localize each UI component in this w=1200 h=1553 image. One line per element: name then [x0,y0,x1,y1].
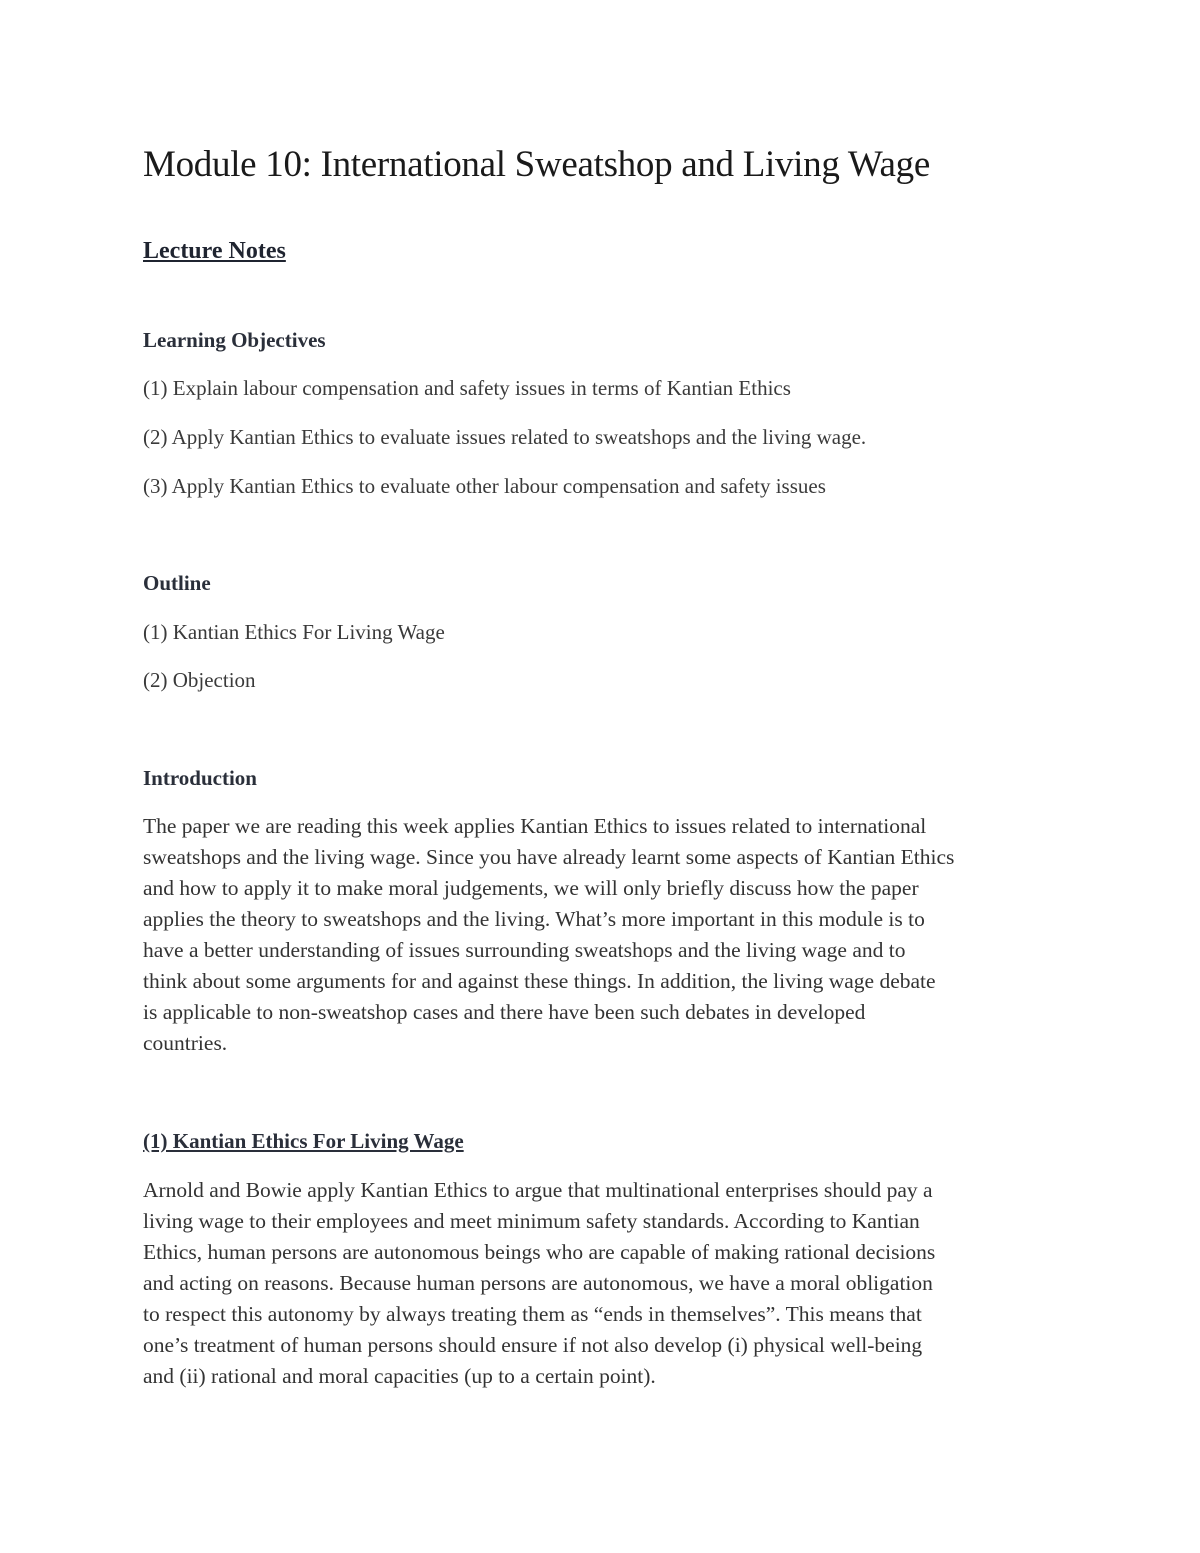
paragraph-line: The paper we are reading this week applies Kantian Ethics to issues related to international [143,814,927,838]
objective-item: (1) Explain labour compensation and safety issues in terms of Kantian Ethics [143,376,791,400]
paragraph-line: and how to apply it to make moral judgements, we will only briefly discuss how the paper [143,876,919,900]
outline-heading: Outline [143,571,211,595]
outline-item: (2) Objection [143,668,256,692]
paragraph-line: living wage to their employees and meet minimum safety standards. According to Kantian [143,1209,920,1233]
paragraph-line: have a better understanding of issues surrounding sweatshops and the living wage and to [143,938,906,962]
paragraph-line: and (ii) rational and moral capacities (up to a certain point). [143,1364,656,1388]
paragraph-line: Ethics, human persons are autonomous beings who are capable of making rational decisions [143,1240,936,1264]
paragraph-line: applies the theory to sweatshops and the living. What’s more important in this module is to [143,907,925,931]
paragraph-line: Arnold and Bowie apply Kantian Ethics to argue that multinational enterprises should pay a [143,1178,933,1202]
objective-item: (2) Apply Kantian Ethics to evaluate issues related to sweatshops and the living wage. [143,425,867,449]
outline-item: (1) Kantian Ethics For Living Wage [143,620,445,644]
paragraph-line: think about some arguments for and against these things. In addition, the living wage debate [143,969,936,993]
paragraph-line: sweatshops and the living wage. Since you have already learnt some aspects of Kantian Ethics [143,845,955,869]
lecture-notes-subtitle: Lecture Notes [143,238,286,264]
introduction-heading: Introduction [143,766,257,790]
learning-objectives-heading: Learning Objectives [143,328,326,352]
objective-item: (3) Apply Kantian Ethics to evaluate other labour compensation and safety issues [143,474,826,498]
paragraph-line: one’s treatment of human persons should ensure if not also develop (i) physical well-being [143,1333,923,1357]
section-1-heading: (1) Kantian Ethics For Living Wage [143,1129,464,1153]
paragraph-line: countries. [143,1031,228,1055]
paragraph-line: is applicable to non-sweatshop cases and there have been such debates in developed [143,1000,866,1024]
section-1-paragraph [143,1175,1063,1392]
page-title: Module 10: International Sweatshop and Living Wage [143,144,930,185]
paragraph-line: and acting on reasons. Because human persons are autonomous, we have a moral obligation [143,1271,933,1295]
paragraph-line: to respect this autonomy by always treating them as “ends in themselves”. This means that [143,1302,922,1326]
introduction-paragraph [143,811,1063,1059]
